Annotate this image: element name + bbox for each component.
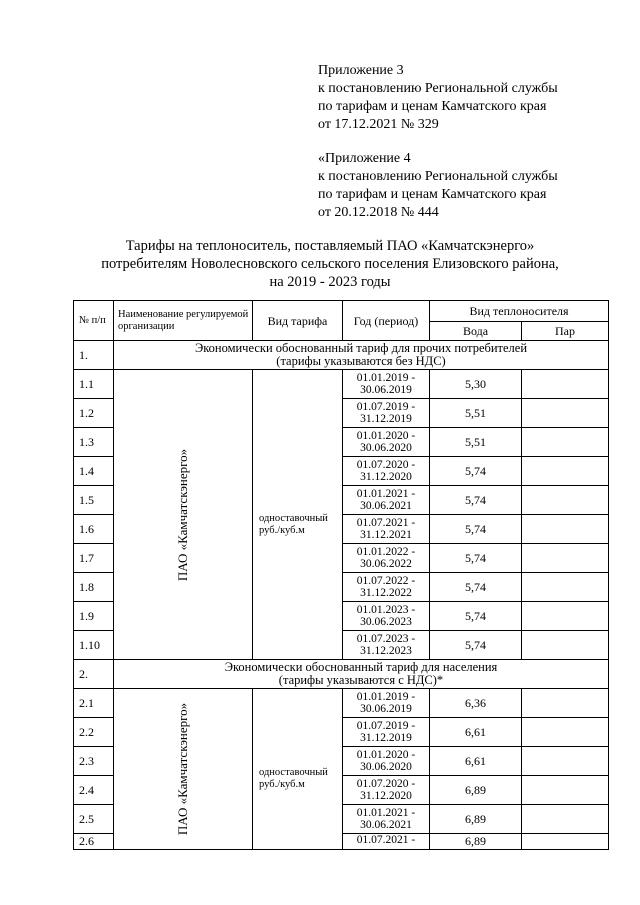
appendix-4-line: «Приложение 4 xyxy=(318,151,411,166)
period-start: 01.01.2020 - xyxy=(356,749,416,761)
period-end: 30.06.2019 xyxy=(360,703,412,715)
water-value: 6,89 xyxy=(430,776,522,805)
period-end: 30.06.2023 xyxy=(360,616,412,628)
appendix-4-line: по тарифам и ценам Камчатского края xyxy=(318,187,547,202)
tariff-kind-unit: руб./куб.м xyxy=(259,524,305,536)
tariff-kind-line: одноставочный xyxy=(259,767,328,778)
water-value: 6,61 xyxy=(430,747,522,776)
period-end: 31.12.2022 xyxy=(360,587,412,599)
row-num: 1.4 xyxy=(74,457,114,486)
row-num: 2.1 xyxy=(74,689,114,718)
period-start: 01.07.2020 - xyxy=(356,459,416,471)
period-end: 30.06.2021 xyxy=(360,500,412,512)
water-value: 5,74 xyxy=(430,631,522,660)
period-start: 01.07.2022 - xyxy=(356,575,416,587)
appendix-4-line: от 20.12.2018 № 444 xyxy=(318,205,439,220)
period-start: 01.07.2019 - xyxy=(356,401,416,413)
period-cell xyxy=(343,544,430,573)
steam-value xyxy=(522,834,609,850)
period-cell xyxy=(343,573,430,602)
row-num: 1.1 xyxy=(74,370,114,399)
period-start: 01.01.2019 - xyxy=(356,691,416,703)
header-water: Вода xyxy=(430,322,522,341)
period-end: 31.12.2019 xyxy=(360,732,412,744)
section-row xyxy=(74,341,609,370)
title-line: потребителям Новолесновского сельского поселения Елизовского района, xyxy=(101,256,559,272)
section-title-line: Экономически обоснованный тариф для населения xyxy=(224,660,498,674)
water-value: 5,74 xyxy=(430,457,522,486)
section-title xyxy=(114,660,609,689)
period-cell xyxy=(343,515,430,544)
water-value: 6,61 xyxy=(430,718,522,747)
steam-value xyxy=(522,689,609,718)
period-cell xyxy=(343,457,430,486)
period-end: 31.12.2020 xyxy=(360,790,412,802)
water-value: 5,51 xyxy=(430,428,522,457)
period-start: 01.01.2021 - xyxy=(356,807,416,819)
period-start: 01.07.2019 - xyxy=(356,720,416,732)
table-row xyxy=(74,689,609,718)
document-title xyxy=(60,237,600,291)
water-value: 6,89 xyxy=(430,805,522,834)
period-start: 01.07.2021 - xyxy=(356,834,416,846)
steam-value xyxy=(522,457,609,486)
appendix-3-header xyxy=(318,62,618,134)
row-num: 1.6 xyxy=(74,515,114,544)
appendix-4-line: к постановлению Региональной службы xyxy=(318,169,558,184)
period-start: 01.07.2020 - xyxy=(356,778,416,790)
row-num: 2.5 xyxy=(74,805,114,834)
period-cell xyxy=(343,631,430,660)
period-cell xyxy=(343,428,430,457)
period-end: 30.06.2019 xyxy=(360,384,412,396)
period-cell xyxy=(343,776,430,805)
steam-value xyxy=(522,370,609,399)
water-value: 6,36 xyxy=(430,689,522,718)
steam-value xyxy=(522,544,609,573)
period-start: 01.01.2019 - xyxy=(356,372,416,384)
tariff-table xyxy=(73,300,609,850)
steam-value xyxy=(522,805,609,834)
period-end: 30.06.2021 xyxy=(360,819,412,831)
period-cell xyxy=(343,747,430,776)
period-end: 30.06.2020 xyxy=(360,442,412,454)
org-cell xyxy=(114,689,253,850)
water-value: 5,51 xyxy=(430,399,522,428)
period-cell xyxy=(343,602,430,631)
water-value: 6,89 xyxy=(430,834,522,850)
period-cell xyxy=(343,486,430,515)
row-num: 1.8 xyxy=(74,573,114,602)
period-end: 31.12.2019 xyxy=(360,413,412,425)
row-num: 1.7 xyxy=(74,544,114,573)
appendix-3-line: от 17.12.2021 № 329 xyxy=(318,117,439,132)
period-cell xyxy=(343,370,430,399)
steam-value xyxy=(522,631,609,660)
section-row xyxy=(74,660,609,689)
section-title-line: (тарифы указываются без НДС) xyxy=(276,354,446,368)
section-title-line: (тарифы указываются с НДС)* xyxy=(278,673,444,687)
steam-value xyxy=(522,602,609,631)
title-line: на 2019 - 2023 годы xyxy=(269,274,391,290)
header-num: № п/п xyxy=(74,301,114,341)
water-value: 5,74 xyxy=(430,602,522,631)
period-end: 30.06.2020 xyxy=(360,761,412,773)
row-num: 2.6 xyxy=(74,834,114,850)
steam-value xyxy=(522,428,609,457)
row-num: 2.2 xyxy=(74,718,114,747)
header-carrier: Вид теплоносителя xyxy=(430,301,609,322)
row-num: 1.5 xyxy=(74,486,114,515)
period-start: 01.07.2023 - xyxy=(356,633,416,645)
water-value: 5,74 xyxy=(430,486,522,515)
period-end: 31.12.2021 xyxy=(360,529,412,541)
header-steam: Пар xyxy=(522,322,609,341)
period-end: 31.12.2020 xyxy=(360,471,412,483)
org-name: ПАО «Камчатскэнерго» xyxy=(175,448,190,581)
table-row xyxy=(74,370,609,399)
period-start: 01.01.2022 - xyxy=(356,546,416,558)
section-title xyxy=(114,341,609,370)
period-cell xyxy=(343,834,430,850)
steam-value xyxy=(522,486,609,515)
appendix-4-header xyxy=(318,150,618,222)
appendix-3-line: к постановлению Региональной службы xyxy=(318,81,558,96)
row-num: 1.10 xyxy=(74,631,114,660)
title-line: Тарифы на теплоноситель, поставляемый ПАО «Камчатскэнерго» xyxy=(125,238,535,254)
period-cell xyxy=(343,689,430,718)
period-end: 30.06.2022 xyxy=(360,558,412,570)
steam-value xyxy=(522,776,609,805)
period-start: 01.01.2021 - xyxy=(356,488,416,500)
tariff-kind-cell xyxy=(253,689,343,850)
period-cell xyxy=(343,718,430,747)
period-end: 31.12.2023 xyxy=(360,645,412,657)
steam-value xyxy=(522,515,609,544)
tariff-kind-cell xyxy=(253,370,343,660)
water-value: 5,74 xyxy=(430,515,522,544)
steam-value xyxy=(522,718,609,747)
row-num: 1.3 xyxy=(74,428,114,457)
org-name: ПАО «Камчатскэнерго» xyxy=(175,702,190,836)
period-cell xyxy=(343,399,430,428)
org-cell xyxy=(114,370,253,660)
appendix-3-line: Приложение 3 xyxy=(318,63,404,78)
tariff-kind-unit: руб./куб.м xyxy=(259,779,305,790)
header-period: Год (период) xyxy=(343,301,430,341)
water-value: 5,30 xyxy=(430,370,522,399)
period-start: 01.07.2021 - xyxy=(356,517,416,529)
steam-value xyxy=(522,747,609,776)
water-value: 5,74 xyxy=(430,544,522,573)
appendix-3-line: по тарифам и ценам Камчатского края xyxy=(318,99,547,114)
row-num: 2.3 xyxy=(74,747,114,776)
section-title-line: Экономически обоснованный тариф для прочих потребителей xyxy=(194,341,528,355)
period-start: 01.01.2023 - xyxy=(356,604,416,616)
section-num: 2. xyxy=(74,660,114,689)
row-num: 1.2 xyxy=(74,399,114,428)
row-num: 1.9 xyxy=(74,602,114,631)
steam-value xyxy=(522,399,609,428)
period-start: 01.01.2020 - xyxy=(356,430,416,442)
header-org: Наименование регулируемой организации xyxy=(114,301,253,341)
tariff-kind-line: одноставочный xyxy=(259,512,328,524)
period-cell xyxy=(343,805,430,834)
row-num: 2.4 xyxy=(74,776,114,805)
steam-value xyxy=(522,573,609,602)
water-value: 5,74 xyxy=(430,573,522,602)
section-num: 1. xyxy=(74,341,114,370)
header-tariff-kind: Вид тарифа xyxy=(253,301,343,341)
